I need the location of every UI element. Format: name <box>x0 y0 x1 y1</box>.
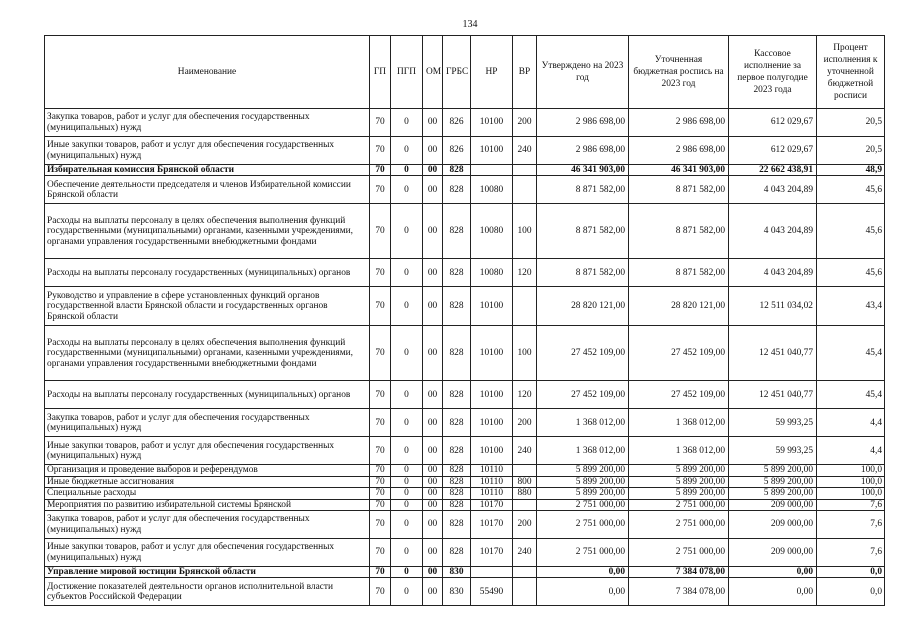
row-percent: 45,4 <box>817 381 885 409</box>
row-approved: 2 751 000,00 <box>537 499 629 510</box>
row-pgp: 0 <box>391 176 423 204</box>
row-refined: 2 751 000,00 <box>629 539 729 567</box>
row-refined: 5 899 200,00 <box>629 465 729 476</box>
row-refined: 1 368 012,00 <box>629 437 729 465</box>
row-refined: 7 384 078,00 <box>629 567 729 578</box>
row-pgp: 0 <box>391 567 423 578</box>
row-percent: 100,0 <box>817 476 885 487</box>
row-pgp: 0 <box>391 204 423 259</box>
row-name: Расходы на выплаты персоналу государственных (муниципальных) органов <box>45 381 370 409</box>
row-nr: 10100 <box>471 381 513 409</box>
row-percent: 48,9 <box>817 165 885 176</box>
header-pgp: ПГП <box>391 36 423 109</box>
row-vr <box>513 578 537 606</box>
row-percent: 4,4 <box>817 409 885 437</box>
row-name: Руководство и управление в сфере установленных функций органов государственной власти Брянской области и государственных органов Брянской области <box>45 287 370 326</box>
header-row <box>45 36 885 109</box>
row-nr: 10170 <box>471 499 513 510</box>
row-om: 00 <box>423 165 443 176</box>
page-number: 134 <box>462 19 478 30</box>
row-name: Расходы на выплаты персоналу в целях обеспечения выполнения функций государственными (муниципальными) органами, казенными учреждениями, органами управления государственными внебюджетными фондами <box>45 326 370 381</box>
row-refined: 2 986 698,00 <box>629 137 729 165</box>
table-row <box>45 465 885 476</box>
row-gp: 70 <box>370 381 391 409</box>
table-row <box>45 287 885 326</box>
table-row <box>45 259 885 287</box>
row-refined: 2 986 698,00 <box>629 109 729 137</box>
row-vr <box>513 465 537 476</box>
row-om: 00 <box>423 409 443 437</box>
row-grbs: 828 <box>443 259 471 287</box>
row-nr: 10110 <box>471 488 513 499</box>
row-approved: 0,00 <box>537 578 629 606</box>
row-gp: 70 <box>370 109 391 137</box>
row-pgp: 0 <box>391 109 423 137</box>
row-executed: 4 043 204,89 <box>729 259 817 287</box>
row-gp: 70 <box>370 409 391 437</box>
row-pgp: 0 <box>391 488 423 499</box>
row-vr: 200 <box>513 109 537 137</box>
row-nr: 10100 <box>471 287 513 326</box>
row-executed: 612 029,67 <box>729 137 817 165</box>
row-name: Иные закупки товаров, работ и услуг для обеспечения государственных (муниципальных) нужд <box>45 437 370 465</box>
row-pgp: 0 <box>391 409 423 437</box>
row-gp: 70 <box>370 204 391 259</box>
row-percent: 43,4 <box>817 287 885 326</box>
table-row <box>45 204 885 259</box>
table-row <box>45 567 885 578</box>
row-vr <box>513 165 537 176</box>
row-approved: 5 899 200,00 <box>537 465 629 476</box>
row-nr: 10080 <box>471 259 513 287</box>
row-pgp: 0 <box>391 511 423 539</box>
row-name: Закупка товаров, работ и услуг для обеспечения государственных (муниципальных) нужд <box>45 109 370 137</box>
row-nr <box>471 165 513 176</box>
row-approved: 1 368 012,00 <box>537 437 629 465</box>
row-executed: 209 000,00 <box>729 511 817 539</box>
header-name: Наименование <box>45 36 370 109</box>
row-pgp: 0 <box>391 287 423 326</box>
table-row <box>45 109 885 137</box>
row-percent: 20,5 <box>817 137 885 165</box>
row-pgp: 0 <box>391 259 423 287</box>
row-refined: 2 751 000,00 <box>629 499 729 510</box>
row-percent: 7,6 <box>817 511 885 539</box>
row-pgp: 0 <box>391 476 423 487</box>
row-name: Мероприятия по развитию избирательной системы Брянской <box>45 499 370 510</box>
row-executed: 209 000,00 <box>729 539 817 567</box>
row-percent: 100,0 <box>817 465 885 476</box>
table-row <box>45 511 885 539</box>
row-vr <box>513 567 537 578</box>
row-executed: 22 662 438,91 <box>729 165 817 176</box>
row-gp: 70 <box>370 499 391 510</box>
row-refined: 8 871 582,00 <box>629 259 729 287</box>
row-pgp: 0 <box>391 381 423 409</box>
row-refined: 5 899 200,00 <box>629 488 729 499</box>
row-approved: 2 751 000,00 <box>537 511 629 539</box>
row-executed: 5 899 200,00 <box>729 476 817 487</box>
row-approved: 27 452 109,00 <box>537 326 629 381</box>
row-pgp: 0 <box>391 578 423 606</box>
row-om: 00 <box>423 476 443 487</box>
row-nr: 10170 <box>471 539 513 567</box>
row-vr: 240 <box>513 539 537 567</box>
row-nr: 10110 <box>471 465 513 476</box>
table-row <box>45 137 885 165</box>
row-pgp: 0 <box>391 499 423 510</box>
row-executed: 12 511 034,02 <box>729 287 817 326</box>
row-nr: 10100 <box>471 109 513 137</box>
row-gp: 70 <box>370 488 391 499</box>
row-refined: 2 751 000,00 <box>629 511 729 539</box>
budget-execution-table <box>44 35 885 606</box>
table-row <box>45 326 885 381</box>
row-refined: 5 899 200,00 <box>629 476 729 487</box>
row-om: 00 <box>423 287 443 326</box>
table-row <box>45 539 885 567</box>
row-name: Избирательная комиссия Брянской области <box>45 165 370 176</box>
row-vr: 120 <box>513 381 537 409</box>
table-row <box>45 499 885 510</box>
row-gp: 70 <box>370 511 391 539</box>
row-percent: 7,6 <box>817 499 885 510</box>
row-executed: 0,00 <box>729 567 817 578</box>
row-gp: 70 <box>370 476 391 487</box>
table-row <box>45 381 885 409</box>
row-vr: 200 <box>513 511 537 539</box>
row-gp: 70 <box>370 137 391 165</box>
row-gp: 70 <box>370 465 391 476</box>
table-row <box>45 437 885 465</box>
row-grbs: 828 <box>443 476 471 487</box>
row-executed: 12 451 040,77 <box>729 381 817 409</box>
row-vr: 240 <box>513 137 537 165</box>
row-nr: 10100 <box>471 409 513 437</box>
header-om: ОМ <box>423 36 443 109</box>
row-vr <box>513 499 537 510</box>
row-nr: 10110 <box>471 476 513 487</box>
row-om: 00 <box>423 499 443 510</box>
row-refined: 46 341 903,00 <box>629 165 729 176</box>
header-grbs: ГРБС <box>443 36 471 109</box>
row-pgp: 0 <box>391 539 423 567</box>
row-executed: 4 043 204,89 <box>729 204 817 259</box>
row-vr <box>513 176 537 204</box>
row-grbs: 828 <box>443 381 471 409</box>
row-nr: 10100 <box>471 437 513 465</box>
row-nr: 55490 <box>471 578 513 606</box>
row-name: Иные закупки товаров, работ и услуг для обеспечения государственных (муниципальных) нужд <box>45 539 370 567</box>
row-grbs: 828 <box>443 511 471 539</box>
row-refined: 8 871 582,00 <box>629 176 729 204</box>
row-approved: 5 899 200,00 <box>537 476 629 487</box>
row-executed: 0,00 <box>729 578 817 606</box>
row-refined: 27 452 109,00 <box>629 381 729 409</box>
row-percent: 45,4 <box>817 326 885 381</box>
row-name: Закупка товаров, работ и услуг для обеспечения государственных (муниципальных) нужд <box>45 409 370 437</box>
row-nr: 10100 <box>471 326 513 381</box>
row-grbs: 828 <box>443 176 471 204</box>
row-executed: 209 000,00 <box>729 499 817 510</box>
table-row <box>45 409 885 437</box>
row-grbs: 826 <box>443 137 471 165</box>
row-nr: 10080 <box>471 176 513 204</box>
table-row <box>45 476 885 487</box>
row-percent: 45,6 <box>817 176 885 204</box>
row-pgp: 0 <box>391 165 423 176</box>
row-om: 00 <box>423 465 443 476</box>
row-grbs: 828 <box>443 437 471 465</box>
row-om: 00 <box>423 326 443 381</box>
row-refined: 7 384 078,00 <box>629 578 729 606</box>
row-executed: 4 043 204,89 <box>729 176 817 204</box>
row-grbs: 828 <box>443 499 471 510</box>
row-executed: 612 029,67 <box>729 109 817 137</box>
row-executed: 5 899 200,00 <box>729 465 817 476</box>
row-om: 00 <box>423 567 443 578</box>
row-om: 00 <box>423 511 443 539</box>
row-pgp: 0 <box>391 437 423 465</box>
row-grbs: 830 <box>443 578 471 606</box>
table-row <box>45 165 885 176</box>
header-approved: Утверждено на 2023 год <box>537 36 629 109</box>
row-percent: 45,6 <box>817 204 885 259</box>
table-row <box>45 176 885 204</box>
row-name: Специальные расходы <box>45 488 370 499</box>
row-vr: 100 <box>513 204 537 259</box>
row-executed: 5 899 200,00 <box>729 488 817 499</box>
row-refined: 27 452 109,00 <box>629 326 729 381</box>
row-approved: 1 368 012,00 <box>537 409 629 437</box>
header-vr: ВР <box>513 36 537 109</box>
row-om: 00 <box>423 109 443 137</box>
row-vr: 100 <box>513 326 537 381</box>
row-gp: 70 <box>370 539 391 567</box>
row-grbs: 828 <box>443 326 471 381</box>
row-gp: 70 <box>370 578 391 606</box>
row-approved: 5 899 200,00 <box>537 488 629 499</box>
row-pgp: 0 <box>391 465 423 476</box>
row-om: 00 <box>423 259 443 287</box>
row-approved: 46 341 903,00 <box>537 165 629 176</box>
row-grbs: 828 <box>443 539 471 567</box>
row-grbs: 830 <box>443 567 471 578</box>
row-approved: 27 452 109,00 <box>537 381 629 409</box>
row-percent: 20,5 <box>817 109 885 137</box>
row-om: 00 <box>423 381 443 409</box>
row-gp: 70 <box>370 326 391 381</box>
row-nr: 10100 <box>471 137 513 165</box>
row-approved: 8 871 582,00 <box>537 204 629 259</box>
row-grbs: 828 <box>443 488 471 499</box>
row-om: 00 <box>423 578 443 606</box>
row-om: 00 <box>423 204 443 259</box>
row-gp: 70 <box>370 176 391 204</box>
row-grbs: 828 <box>443 287 471 326</box>
header-gp: ГП <box>370 36 391 109</box>
row-gp: 70 <box>370 259 391 287</box>
row-approved: 8 871 582,00 <box>537 259 629 287</box>
row-executed: 59 993,25 <box>729 437 817 465</box>
row-refined: 8 871 582,00 <box>629 204 729 259</box>
row-grbs: 828 <box>443 204 471 259</box>
row-name: Иные бюджетные ассигнования <box>45 476 370 487</box>
table-row <box>45 488 885 499</box>
header-percent: Процент исполнения к уточненной бюджетной росписи <box>817 36 885 109</box>
row-name: Расходы на выплаты персоналу государственных (муниципальных) органов <box>45 259 370 287</box>
row-refined: 1 368 012,00 <box>629 409 729 437</box>
row-name: Иные закупки товаров, работ и услуг для обеспечения государственных (муниципальных) нужд <box>45 137 370 165</box>
row-approved: 28 820 121,00 <box>537 287 629 326</box>
row-pgp: 0 <box>391 137 423 165</box>
row-gp: 70 <box>370 287 391 326</box>
row-gp: 70 <box>370 165 391 176</box>
row-nr: 10170 <box>471 511 513 539</box>
row-pgp: 0 <box>391 326 423 381</box>
row-percent: 45,6 <box>817 259 885 287</box>
row-vr <box>513 287 537 326</box>
row-approved: 2 986 698,00 <box>537 137 629 165</box>
row-nr: 10080 <box>471 204 513 259</box>
row-refined: 28 820 121,00 <box>629 287 729 326</box>
row-percent: 0,0 <box>817 567 885 578</box>
row-vr: 800 <box>513 476 537 487</box>
row-vr: 880 <box>513 488 537 499</box>
row-om: 00 <box>423 539 443 567</box>
row-vr: 120 <box>513 259 537 287</box>
row-grbs: 828 <box>443 165 471 176</box>
row-approved: 2 751 000,00 <box>537 539 629 567</box>
row-name: Организация и проведение выборов и референдумов <box>45 465 370 476</box>
header-executed: Кассовое исполнение за первое полугодие 2023 года <box>729 36 817 109</box>
row-gp: 70 <box>370 567 391 578</box>
row-percent: 0,0 <box>817 578 885 606</box>
row-executed: 12 451 040,77 <box>729 326 817 381</box>
row-name: Закупка товаров, работ и услуг для обеспечения государственных (муниципальных) нужд <box>45 511 370 539</box>
row-om: 00 <box>423 437 443 465</box>
row-grbs: 826 <box>443 109 471 137</box>
row-gp: 70 <box>370 437 391 465</box>
row-approved: 8 871 582,00 <box>537 176 629 204</box>
header-refined: Уточненная бюджетная роспись на 2023 год <box>629 36 729 109</box>
row-name: Расходы на выплаты персоналу в целях обеспечения выполнения функций государственными (муниципальными) органами, казенными учреждениями, органами управления государственными внебюджетными фондами <box>45 204 370 259</box>
row-percent: 7,6 <box>817 539 885 567</box>
row-vr: 200 <box>513 409 537 437</box>
row-grbs: 828 <box>443 465 471 476</box>
row-name: Обеспечение деятельности председателя и членов Избирательной комиссии Брянской области <box>45 176 370 204</box>
row-executed: 59 993,25 <box>729 409 817 437</box>
row-nr <box>471 567 513 578</box>
row-percent: 4,4 <box>817 437 885 465</box>
row-om: 00 <box>423 176 443 204</box>
header-nr: НР <box>471 36 513 109</box>
row-percent: 100,0 <box>817 488 885 499</box>
row-om: 00 <box>423 137 443 165</box>
row-name: Управление мировой юстиции Брянской области <box>45 567 370 578</box>
table-row <box>45 578 885 606</box>
row-vr: 240 <box>513 437 537 465</box>
row-approved: 2 986 698,00 <box>537 109 629 137</box>
row-om: 00 <box>423 488 443 499</box>
row-name: Достижение показателей деятельности органов исполнительной власти субъектов Российской Федерации <box>45 578 370 606</box>
row-approved: 0,00 <box>537 567 629 578</box>
row-grbs: 828 <box>443 409 471 437</box>
